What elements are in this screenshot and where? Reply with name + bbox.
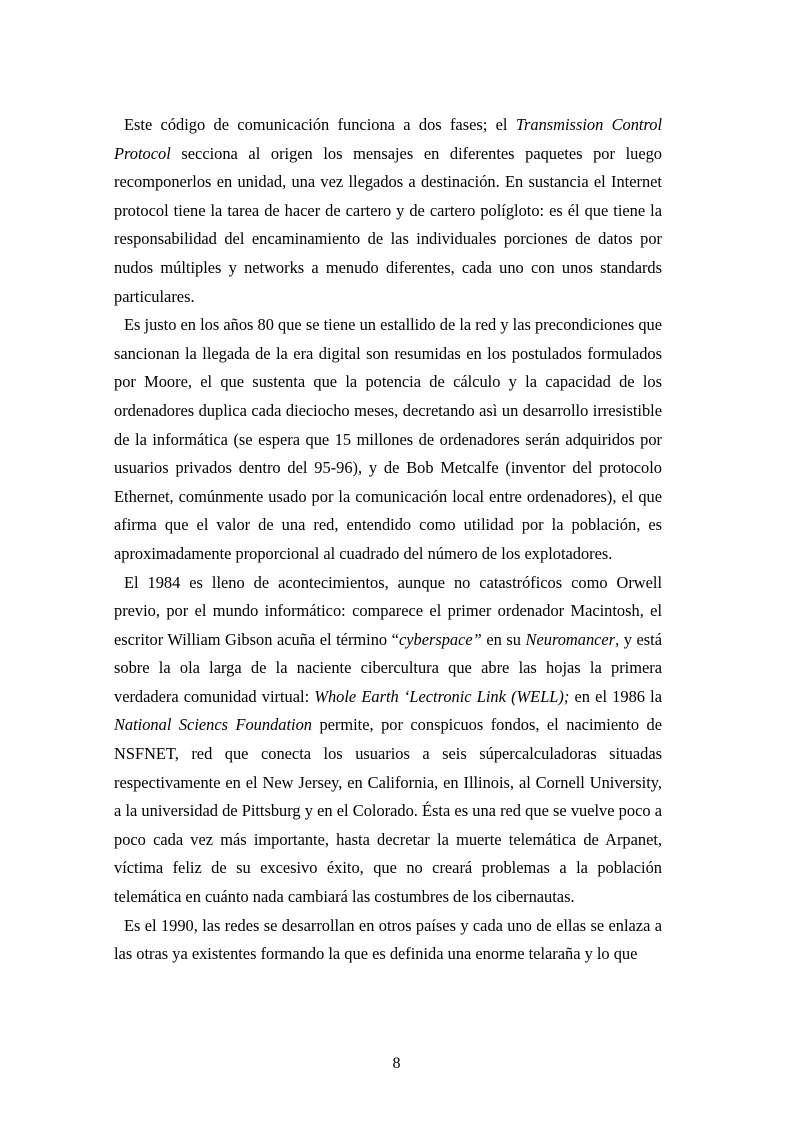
- paragraph-3-text-1: El 1984 es lleno de acontecimientos, aunque no catastróficos como Orwell previo, por el mundo informático: comparece el primer ordenador Macintosh, el escritor William Gibson acuña el término “: [114, 572, 662, 649]
- paragraph-3-italic-1: cyberspace”: [398, 629, 482, 649]
- body-text: [114, 111, 662, 969]
- paragraph-1-italic-1: Transmission Control Protocol: [114, 115, 662, 163]
- paragraph-1: [114, 111, 662, 311]
- paragraph-3-text-5: permite, por conspicuos fondos, el nacimiento de NSFNET, red que conecta los usuarios a seis súpercalculadoras situadas respectivamente en el New Jersey, en California, en Illinois, al Cornell University, a la universidad de Pittsburg y en el Colorado. Ésta es una red que se vuelve poco a poco cada vez más importante, hasta decretar la muerte telemática de Arpanet, víctima feliz de su excesivo éxito, que no creará problemas a la población telemática en cuánto nada cambiará las costumbres de los cibernautas.: [114, 715, 662, 907]
- paragraph-1-text-2: secciona al origen los mensajes en diferentes paquetes por luego recomponerlos en unidad, una vez llegados a destinación. En sustancia el Internet protocol tiene la tarea de hacer de cartero y de cartero polígloto: es él que tiene la responsabilidad del encaminamiento de las individuales porciones de datos por nudos múltiples y networks a menudo diferentes, cada uno con unos standards particulares.: [114, 143, 662, 306]
- paragraph-2-text-1: Es justo en los años 80 que se tiene un estallido de la red y las precondiciones que sancionan la llegada de la era digital son resumidas en los postulados formulados por Moore, el que sustenta que la potencia de cálculo y la capacidad de los ordenadores duplica cada dieciocho meses, decretando asì un desarrollo irresistible de la informática (se espera que 15 millones de ordenadores serán adquiridos por usuarios privados dentro del 95-96), y de Bob Metcalfe (inventor del protocolo Ethernet, comúnmente usado por la comunicación local entre ordenadores), el que afirma que el valor de una red, entendido como utilidad por la población, es aproximadamente proporcional al cuadrado del número de los explotadores.: [114, 315, 662, 563]
- paragraph-4: [114, 912, 662, 969]
- paragraph-3-italic-2: Neuromancer: [525, 629, 616, 649]
- paragraph-3: [114, 569, 662, 912]
- paragraph-3-text-2: en su: [481, 629, 526, 649]
- paragraph-4-text-1: Es el 1990, las redes se desarrollan en otros países y cada uno de ellas se enlaza a las otras ya existentes formando la que es definida una enorme telaraña y lo que: [114, 915, 662, 964]
- paragraph-2: [114, 311, 662, 568]
- paragraph-3-italic-3: Whole Earth ‘Lectronic Link (WELL);: [314, 686, 570, 706]
- paragraph-3-text-3: , y está sobre la ola larga de la naciente cibercultura que abre las hojas la primera verdadera comunidad virtual:: [114, 629, 662, 706]
- paragraph-3-text-4: en el 1986 la: [569, 686, 662, 706]
- paragraph-3-italic-4: National Sciencs Foundation: [114, 715, 312, 735]
- page-number: 8: [392, 1055, 401, 1072]
- paragraph-1-text-1: Este código de comunicación funciona a dos fases; el: [124, 115, 516, 134]
